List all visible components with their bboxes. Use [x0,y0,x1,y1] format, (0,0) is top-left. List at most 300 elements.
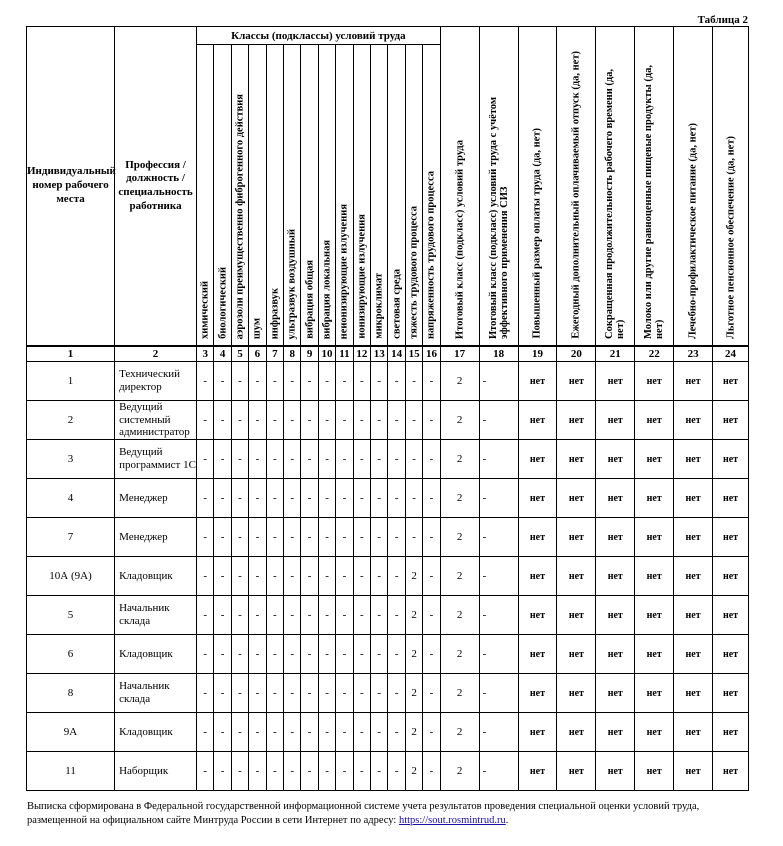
final-class-cell: 2 [440,440,479,479]
factor-class-cell: - [196,479,213,518]
table-row [27,635,749,674]
factor-class-cell: 2 [405,674,422,713]
final-class-cell: 2 [440,635,479,674]
guarantee-cell: нет [518,479,557,518]
factor-class-cell: - [336,596,353,635]
workplace-number-cell: 7 [27,518,115,557]
factor-class-cell: - [214,401,231,440]
header-guarantee-food: Лечебно-профилактическое питание (да, нет) [674,27,713,347]
factor-class-cell: 2 [405,713,422,752]
guarantee-cell: нет [557,713,596,752]
guarantee-cell: нет [674,674,713,713]
factor-class-cell: - [196,596,213,635]
final-class-siz-cell: - [479,713,518,752]
column-number: 11 [336,346,353,362]
column-number: 9 [301,346,318,362]
factor-class-cell: - [214,752,231,791]
profession-cell: Наборщик [115,752,197,791]
guarantee-cell: нет [596,479,635,518]
column-number: 15 [405,346,422,362]
factor-class-cell: - [249,713,266,752]
factor-class-cell: - [249,596,266,635]
factor-class-cell: - [371,362,388,401]
factor-class-cell: - [249,362,266,401]
column-number: 20 [557,346,596,362]
guarantee-cell: нет [713,518,749,557]
factor-class-cell: - [318,596,335,635]
final-class-siz-cell: - [479,557,518,596]
header-guarantee-leave: Ежегодный дополнительный оплачиваемый отпуск (да, нет) [557,27,596,347]
factor-class-cell: - [388,479,405,518]
factor-class-cell: - [318,752,335,791]
final-class-cell: 2 [440,479,479,518]
factor-class-cell: - [388,518,405,557]
header-factor: неионизирующие излучения [336,45,353,347]
column-number: 3 [196,346,213,362]
guarantee-cell: нет [518,440,557,479]
factor-class-cell: - [301,596,318,635]
factor-class-cell: - [301,401,318,440]
factor-class-cell: - [388,401,405,440]
final-class-siz-cell: - [479,596,518,635]
table-row [27,518,749,557]
factor-class-cell: - [301,362,318,401]
factor-class-cell: - [423,635,440,674]
factor-class-cell: - [266,479,283,518]
guarantee-cell: нет [635,674,674,713]
factor-class-cell: - [388,362,405,401]
guarantee-cell: нет [713,713,749,752]
final-class-cell: 2 [440,713,479,752]
factor-class-cell: - [196,440,213,479]
factor-class-cell: - [423,401,440,440]
final-class-cell: 2 [440,518,479,557]
factor-class-cell: 2 [405,752,422,791]
factor-class-cell: - [423,518,440,557]
table-row [27,401,749,440]
factor-class-cell: - [388,557,405,596]
factor-class-cell: - [353,596,370,635]
factor-class-cell: - [336,713,353,752]
guarantee-cell: нет [713,635,749,674]
column-number: 16 [423,346,440,362]
factor-class-cell: - [284,401,301,440]
guarantee-cell: нет [596,557,635,596]
guarantee-cell: нет [635,713,674,752]
guarantee-cell: нет [518,713,557,752]
factor-class-cell: - [318,674,335,713]
guarantee-cell: нет [557,674,596,713]
factor-class-cell: - [423,362,440,401]
column-number: 23 [674,346,713,362]
column-number: 17 [440,346,479,362]
header-factor: тяжесть трудового процесса [405,45,422,347]
guarantee-cell: нет [713,362,749,401]
rosmintrud-link[interactable]: https://sout.rosmintrud.ru [398,814,506,826]
factor-class-cell: - [405,440,422,479]
workplace-number-cell: 8 [27,674,115,713]
profession-cell: Начальник склада [115,674,197,713]
column-number: 10 [318,346,335,362]
factor-class-cell: - [266,362,283,401]
workplace-number-cell: 11 [27,752,115,791]
table-row [27,557,749,596]
factor-class-cell: - [353,479,370,518]
guarantee-cell: нет [635,518,674,557]
header-working-condition-classes: Классы (подклассы) условий труда [196,27,440,45]
final-class-siz-cell: - [479,479,518,518]
factor-class-cell: - [371,440,388,479]
factor-class-cell: - [231,635,248,674]
factor-class-cell: - [301,713,318,752]
factor-class-cell: 2 [405,557,422,596]
factor-class-cell: - [214,440,231,479]
factor-class-cell: - [284,362,301,401]
factor-class-cell: - [371,635,388,674]
final-class-cell: 2 [440,674,479,713]
table-caption: Таблица 2 [697,14,748,26]
factor-class-cell: - [301,440,318,479]
profession-cell: Кладовщик [115,557,197,596]
factor-class-cell: - [249,557,266,596]
factor-class-cell: - [371,557,388,596]
factor-class-cell: - [301,674,318,713]
workplace-number-cell: 10А (9А) [27,557,115,596]
factor-class-cell: - [423,752,440,791]
factor-class-cell: - [371,752,388,791]
workplace-number-cell: 2 [27,401,115,440]
column-number: 1 [27,346,115,362]
guarantee-cell: нет [674,401,713,440]
guarantee-cell: нет [713,752,749,791]
factor-class-cell: - [301,479,318,518]
profession-cell: Ведущий системный администратор [115,401,197,440]
guarantee-cell: нет [713,596,749,635]
factor-class-cell: - [301,635,318,674]
guarantee-cell: нет [596,440,635,479]
factor-class-cell: - [266,635,283,674]
factor-class-cell: - [214,713,231,752]
factor-class-cell: 2 [405,596,422,635]
guarantee-cell: нет [635,596,674,635]
factor-class-cell: - [423,596,440,635]
profession-cell: Менеджер [115,479,197,518]
table-row [27,596,749,635]
factor-class-cell: - [371,596,388,635]
factor-class-cell: - [405,401,422,440]
factor-class-cell: - [231,752,248,791]
header-profession: Профессия / должность / специальность работника [115,27,197,347]
factor-class-cell: - [336,479,353,518]
guarantee-cell: нет [518,674,557,713]
table-row [27,674,749,713]
factor-class-cell: - [336,752,353,791]
guarantee-cell: нет [518,557,557,596]
guarantee-cell: нет [635,440,674,479]
column-number: 2 [115,346,197,362]
final-class-cell: 2 [440,596,479,635]
factor-class-cell: - [388,440,405,479]
factor-class-cell: - [301,557,318,596]
factor-class-cell: - [336,518,353,557]
factor-class-cell: - [318,479,335,518]
column-number: 4 [214,346,231,362]
guarantee-cell: нет [596,635,635,674]
factor-class-cell: - [284,440,301,479]
guarantee-cell: нет [557,596,596,635]
factor-class-cell: - [214,674,231,713]
guarantee-cell: нет [674,557,713,596]
profession-cell: Ведущий программист 1С [115,440,197,479]
header-factor: биологический [214,45,231,347]
factor-class-cell: - [423,479,440,518]
header-factor: вибрация общая [301,45,318,347]
guarantee-cell: нет [635,557,674,596]
factor-class-cell: - [318,518,335,557]
guarantee-cell: нет [518,752,557,791]
guarantee-cell: нет [713,401,749,440]
guarantee-cell: нет [635,635,674,674]
final-class-cell: 2 [440,362,479,401]
header-factor: шум [249,45,266,347]
factor-class-cell: - [266,674,283,713]
factor-class-cell: - [371,518,388,557]
factor-class-cell: - [423,713,440,752]
factor-class-cell: - [266,557,283,596]
header-guarantee-pension: Льготное пенсионное обеспечение (да, нет) [713,27,749,347]
factor-class-cell: - [318,362,335,401]
column-number: 24 [713,346,749,362]
factor-class-cell: - [266,401,283,440]
header-final-class-siz: Итоговый класс (подкласс) условий труда с учётом эффективного применения СИЗ [479,27,518,347]
column-number: 8 [284,346,301,362]
factor-class-cell: - [336,440,353,479]
factor-class-cell: - [214,479,231,518]
factor-class-cell: - [214,635,231,674]
factor-class-cell: - [371,674,388,713]
factor-class-cell: - [196,713,213,752]
factor-class-cell: - [249,401,266,440]
factor-class-cell: - [249,518,266,557]
factor-class-cell: - [336,557,353,596]
factor-class-cell: - [231,440,248,479]
header-guarantee-milk: Молоко или другие равноценные пищевые продукты (да, нет) [635,27,674,347]
factor-class-cell: - [231,557,248,596]
factor-class-cell: - [353,752,370,791]
factor-class-cell: - [196,674,213,713]
factor-class-cell: - [336,362,353,401]
factor-class-cell: - [231,362,248,401]
guarantee-cell: нет [674,713,713,752]
factor-class-cell: - [214,518,231,557]
guarantee-cell: нет [596,362,635,401]
guarantee-cell: нет [674,362,713,401]
guarantee-cell: нет [557,557,596,596]
factor-class-cell: - [214,557,231,596]
header-factor: аэрозоли преимущественно фиброгенного действия [231,45,248,347]
header-factor: напряженность трудового процесса [423,45,440,347]
factor-class-cell: - [231,401,248,440]
factor-class-cell: - [266,518,283,557]
guarantee-cell: нет [635,479,674,518]
guarantee-cell: нет [518,596,557,635]
guarantee-cell: нет [596,752,635,791]
factor-class-cell: - [284,752,301,791]
factor-class-cell: - [301,752,318,791]
guarantee-cell: нет [596,713,635,752]
factor-class-cell: - [196,752,213,791]
final-class-cell: 2 [440,557,479,596]
factor-class-cell: - [249,674,266,713]
factor-class-cell: - [318,440,335,479]
factor-class-cell: - [388,674,405,713]
header-factor: инфразвук [266,45,283,347]
guarantee-cell: нет [557,518,596,557]
final-class-siz-cell: - [479,752,518,791]
guarantee-cell: нет [635,362,674,401]
workplace-number-cell: 9А [27,713,115,752]
factor-class-cell: - [371,713,388,752]
factor-class-cell: - [231,713,248,752]
factor-class-cell: - [405,362,422,401]
factor-class-cell: - [371,479,388,518]
column-number: 22 [635,346,674,362]
factor-class-cell: - [318,713,335,752]
column-number: 13 [371,346,388,362]
factor-class-cell: - [266,713,283,752]
guarantee-cell: нет [713,557,749,596]
factor-class-cell: - [284,518,301,557]
table-row [27,752,749,791]
factor-class-cell: - [353,713,370,752]
workplace-number-cell: 3 [27,440,115,479]
factor-class-cell: - [231,674,248,713]
guarantee-cell: нет [674,518,713,557]
guarantee-cell: нет [518,635,557,674]
header-factor: микроклимат [371,45,388,347]
factor-class-cell: - [249,752,266,791]
column-number: 18 [479,346,518,362]
factor-class-cell: - [284,674,301,713]
guarantee-cell: нет [713,479,749,518]
factor-class-cell: - [196,362,213,401]
table-row [27,479,749,518]
factor-class-cell: - [405,518,422,557]
factor-class-cell: - [353,401,370,440]
guarantee-cell: нет [518,518,557,557]
final-class-siz-cell: - [479,440,518,479]
table-row [27,362,749,401]
factor-class-cell: - [284,596,301,635]
factor-class-cell: 2 [405,635,422,674]
guarantee-cell: нет [635,401,674,440]
header-factor: химический [196,45,213,347]
guarantee-cell: нет [557,440,596,479]
factor-class-cell: - [353,635,370,674]
profession-cell: Кладовщик [115,635,197,674]
final-class-siz-cell: - [479,635,518,674]
guarantee-cell: нет [596,596,635,635]
factor-class-cell: - [249,635,266,674]
guarantee-cell: нет [713,440,749,479]
factor-class-cell: - [388,596,405,635]
factor-class-cell: - [423,557,440,596]
column-number-row [27,346,749,362]
guarantee-cell: нет [557,752,596,791]
factor-class-cell: - [249,440,266,479]
header-factor: вибрация локальная [318,45,335,347]
factor-class-cell: - [284,713,301,752]
factor-class-cell: - [318,401,335,440]
guarantee-cell: нет [557,635,596,674]
factor-class-cell: - [388,635,405,674]
header-final-class: Итоговый класс (подкласс) условий труда [440,27,479,347]
factor-class-cell: - [353,674,370,713]
factor-class-cell: - [214,596,231,635]
guarantee-cell: нет [596,401,635,440]
factor-class-cell: - [336,401,353,440]
guarantee-cell: нет [674,635,713,674]
factor-class-cell: - [388,752,405,791]
factor-class-cell: - [423,440,440,479]
guarantee-cell: нет [713,674,749,713]
guarantee-cell: нет [674,440,713,479]
final-class-siz-cell: - [479,518,518,557]
guarantee-cell: нет [557,401,596,440]
header-guarantee-pay: Повышенный размер оплаты труда (да, нет) [518,27,557,347]
factor-class-cell: - [336,635,353,674]
column-number: 21 [596,346,635,362]
guarantee-cell: нет [635,752,674,791]
factor-class-cell: - [196,401,213,440]
factor-class-cell: - [353,518,370,557]
guarantee-cell: нет [674,596,713,635]
factor-class-cell: - [353,557,370,596]
column-number: 12 [353,346,370,362]
factor-class-cell: - [196,518,213,557]
factor-class-cell: - [284,479,301,518]
factor-class-cell: - [231,596,248,635]
column-number: 6 [249,346,266,362]
factor-class-cell: - [405,479,422,518]
column-number: 14 [388,346,405,362]
final-class-cell: 2 [440,752,479,791]
factor-class-cell: - [353,440,370,479]
table-row [27,440,749,479]
factor-class-cell: - [318,635,335,674]
factor-class-cell: - [196,635,213,674]
final-class-cell: 2 [440,401,479,440]
factor-class-cell: - [266,752,283,791]
guarantee-cell: нет [596,518,635,557]
guarantee-cell: нет [557,362,596,401]
header-factor: световая среда [388,45,405,347]
final-class-siz-cell: - [479,401,518,440]
guarantee-cell: нет [674,479,713,518]
factor-class-cell: - [318,557,335,596]
workplace-number-cell: 4 [27,479,115,518]
final-class-siz-cell: - [479,362,518,401]
table-body [27,346,749,791]
header-workplace-number: Индивидуальный номер рабочего места [27,27,115,347]
workplace-number-cell: 6 [27,635,115,674]
profession-cell: Кладовщик [115,713,197,752]
header-factor: ультразвук воздушный [284,45,301,347]
column-number: 5 [231,346,248,362]
sout-results-table [26,26,749,791]
profession-cell: Менеджер [115,518,197,557]
profession-cell: Начальник склада [115,596,197,635]
